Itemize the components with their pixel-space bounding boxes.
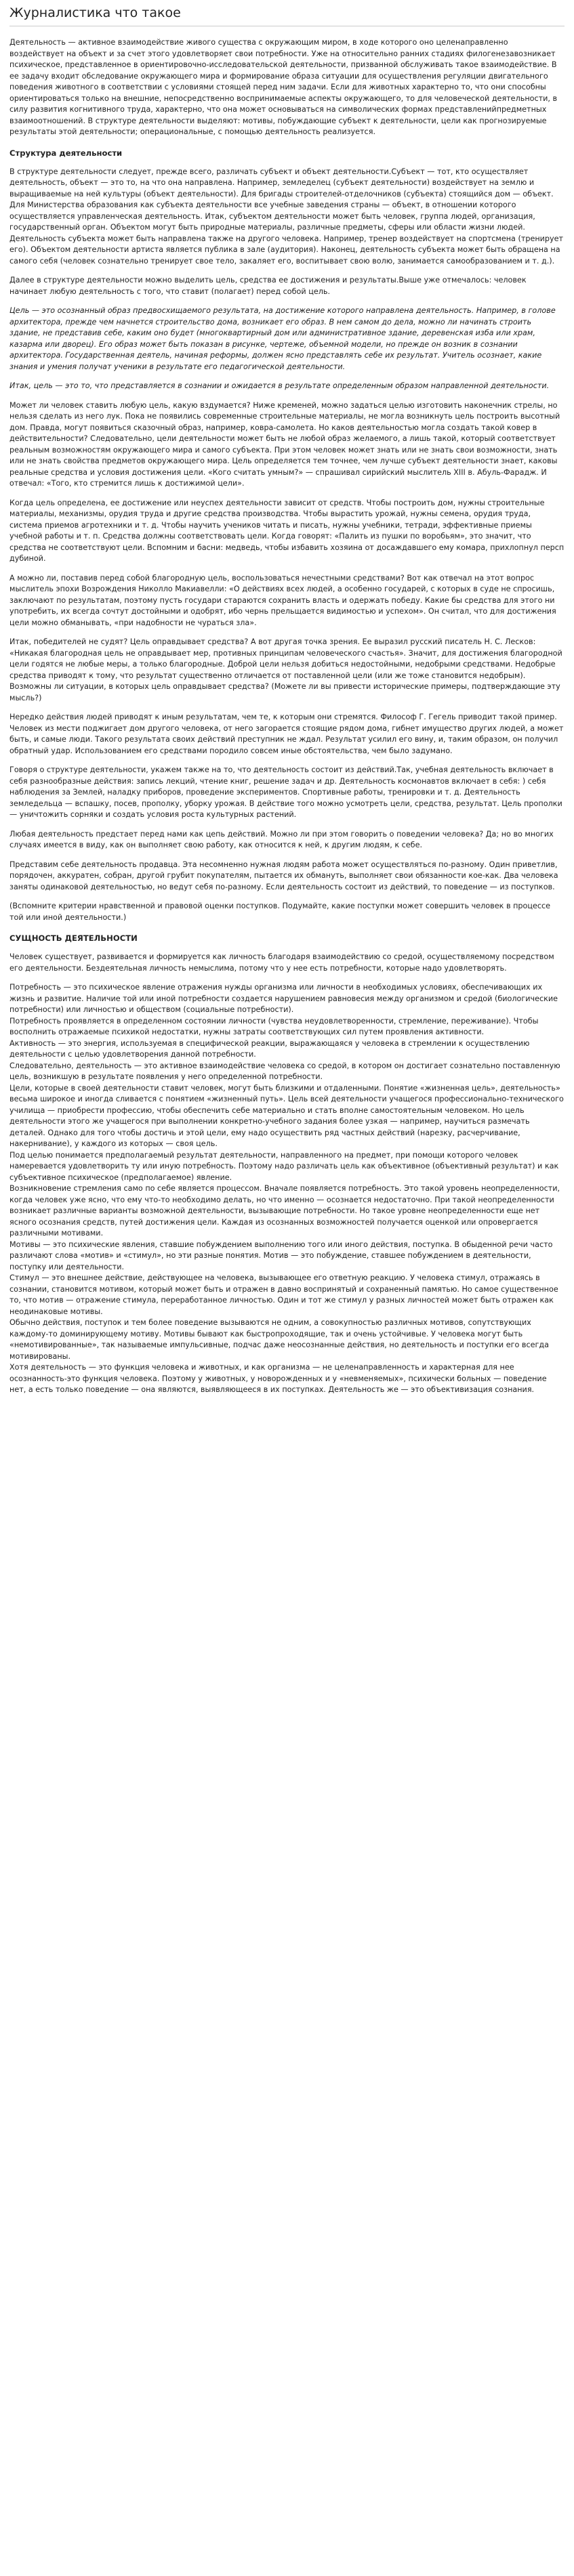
list-item: Потребность — это психическое явление отражения нужды организма или личности в необходимых условиях, обеспечивающих их жизнь и развитие. Наличие той или иной потребности создается нарушением равновесия между организмом и средой (биологические потребности) или личностью и обществом (социальные потребности). — [9, 983, 558, 1014]
list-item: Хотя деятельность — это функция человека и животных, и как организма — не целенаправленность и характерная для нее осознанность-это функция человека. Поэтому у животных, у новорожденных и у «невменяемых», психически больных — поведение нет, а есть только поведение — она являются, выявляющееся в их поступках. Деятельность же — это объективизация сознания. — [9, 1363, 547, 1394]
list-item: Обычно действия, поступок и тем более поведение вызываются не одним, а совокупностью различных мотивов, сопутствующих каждому-то доминирующему мотиву. Мотивы бывают как быстропроходящие, так и очень устойчивые. У человека могут быть «немотивированные», так называемые импульсивные, подчас даже неосознанные действия, но деятельность и поступки его всегда мотивированы. — [9, 1318, 550, 1361]
list-item: Цели, которые в своей деятельности ставит человек, могут быть близкими и отдаленными. Понятие «жизненная цель», деятельность» весьма широкое и иногда сливается с понятием «жизненный путь». Цель всей деятельности учащегося профессионально-технического училища — приобрести профессию, чтобы обеспечить себе материально и стать вполне самостоятельным человеком. Но цель деятельности этого же учащегося при выполнении конкретно-учебного задания более узкая — например, научиться размечать деталей. Однако для того чтобы достичь и этой цели, ему надо осуществить ряд частных действий (нарезку, расчерчивание, накернивание), у каждого из которых — своя цель. — [9, 1083, 564, 1148]
list-item: Под целью понимается предполагаемый результат деятельности, направленного на предмет, при помощи которого человек намеревается удовлетворить ту или иную потребность. Поэтому надо различать цель как объективное (объективный результат) и как субъективное психическое (предполагаемое) явление. — [9, 1150, 559, 1182]
list-item: Следовательно, деятельность — это активное взаимодействие человека со средой, в котором он достигает сознательно поставленную цель, возникшую в результате появления у него определенной потребности. — [9, 1061, 560, 1081]
paragraph: В структуре деятельности следует, прежде всего, различать субъект и объект деятельности.Субъект — тот, кто осуществляет деятельность, объект — это то, на что она направлена. Например, земледелец (субъект деятельности) воздействует на землю и выращиваемые на ней культуры (объект деятельности). Для бригады строителей-отделочников (субъекта) стоящийся дом — объект. Для Министерства образования как субъекта деятельности все учебные заведения страны — объект, в отношении которого осуществляется управленческая деятельность. Итак, субъектом деятельности может быть человек, группа людей, организация, государственный орган. Объектом могут быть природные материалы, различные предметы, сферы или области жизни людей. Деятельность субъекта может быть направлена также на другого человека. Например, тренер воздействует на спортсмена (тренирует его). Объектом деятельности артиста является публика в зале (аудитория). Наконец, деятельность субъекта может быть обращена на самого себя (человек сознательно тренирует свое тело, закаляет его, воспитывает свою волю, занимается самообразованием и т. д.). — [9, 167, 564, 266]
paragraph: Далее в структуре деятельности можно выделить цель, средства ее достижения и результаты.Выше уже отмечалось: человек начинает любую деятельность с того, что ставит (полагает) перед собой цель. — [9, 276, 527, 296]
paragraph: Когда цель определена, ее достижение или неуспех деятельности зависит от средств. Чтобы построить дом, нужны строительные материалы, механизмы, орудия труда и другие средства производства. Чтобы вырастить урожай, нужны семена, орудия труда, система приемов агротехники и т. д. Чтобы научить учеников читать и писать, нужны учебники, тетради, эффективные приемы учебной работы и т. п. Средства должны соответствовать цели. Когда говорят: «Палить из пушки по воробьям», это значит, что средства не соответствуют цели. Вспомним и басни: медведь, чтобы избавить хозяина от досаждавшего ему комара, прихлопнул персп дубиной. — [9, 498, 565, 563]
paragraph: Итак, цель — это то, что представляется в сознании и ожидается в результате определенным образом направленной деятельности. — [9, 381, 550, 390]
paragraph: Человек существует, развивается и формируется как личность благодаря взаимодействию со средой, осуществляемому посредством его деятельности. Бездеятельная личность немыслима, потому что у нее есть потребности, которые надо удовлетворять. — [9, 952, 554, 973]
paragraph: Может ли человек ставить любую цель, какую вздумается? Ниже кременей, можно задаться целью изготовить наконечник стрелы, но нельзя сделать из него лук. Пока не появились современные строительные материалы, не могла возникнуть цель построить высотный дом. Правда, могут появиться сказочный образ, например, ковра-самолета. Но каков деятельностью могла создать такой ковер в действительности? Следовательно, цели деятельности может быть не любой образ желаемого, а лишь такой, который соответствует реальным возможностям окружающего мира и самого субъекта. При этом человек может знать или не знать свои возможности, знать или не знать свойства предметов окружающего мира. Цель определяется тем точнее, чем лучше субъект деятельности знает, каковы реальные средства и условия достижения цели. «Кого считать умным?» — спрашивал сирийский мыслитель XIII в. Абуль-Фарадж. И отвечал: «Того, кто стремится лишь к достижимой цели». — [9, 400, 560, 488]
paragraph: Цель — это осознанный образ предвосхищаемого результата, на достижение которого направлена деятельность. Например, в голове архитектора, прежде чем начнется строительство дома, возникает его образ. В нем самом до дела, можно ли начинать строить здание, не представив себе, каким оно будет (многоквартирный дом или административное здание, деревенская изба или храм, казарма или дворец). Его образ может быть показан в рисунке, чертеже, объемной модели, но прежде он возник в сознании архитектора. Государственная деятель, начиная реформы, должен ясно представлять себе их результат. Учитель осознает, какие знания и умения получат ученики в результате его педагогической деятельности. — [9, 306, 556, 371]
list-item: Активность — это энергия, используемая в специфической реакции, выражающаяся у человека в стремлении к осуществлению деятельности с целью удовлетворения данной потребности. — [9, 1038, 530, 1059]
paragraph: Любая деятельность предстает перед нами как цепь действий. Можно ли при этом говорить о поведении человека? Да; но во многих случаях имеется в виду, как он выполняет свою работу, как относится к ней, к другим людям, к себе. — [9, 829, 554, 849]
list-item: Мотивы — это психические явления, ставшие побуждением выполнению того или иного действия, поступка. В обыденной речи часто различают слова «мотив» и «стимул», но эти разные понятия. Мотив — это побуждение, ставшее побуждением в деятельности, поступку или деятельности. — [9, 1240, 553, 1271]
definition-list — [9, 982, 565, 1396]
page-title: Журналистика что такое — [9, 5, 181, 20]
section-heading-essence: СУЩНОСТЬ ДЕЯТЕЛЬНОСТИ — [9, 933, 138, 943]
list-item: Стимул — это внешнее действие, действующее на человека, вызывающее его ответную реакцию. У человека стимул, отражаясь в сознании, становится мотивом, который может быть и отражен в давно воспринятый и сохраненный памятью. Но самое существенное то, что мотив — отражение стимула, переработанное личностью. Один и тот же стимул у разных личностей может быть отражен как неодинаковые мотивы. — [9, 1273, 558, 1316]
list-item: Возникновение стремления само по себе является процессом. Вначале появляется потребность. Это такой уровень неопределенности, когда человек уже ясно, что ему что-то необходимо делать, но что именно — осознается недостаточно. При такой неопределенности возникает различные варианты возможной деятельности, вызывающие потребности. Но такое уровне неопределенности еще нет ясного осознания средств, путей достижения цели. Каждая из осознанных возможностей получается оценкой или опровергается различными мотивами. — [9, 1184, 560, 1238]
paragraph: Представим себе деятельность продавца. Эта несомненно нужная людям работа может осуществляться по-разному. Один приветлив, порядочен, аккуратен, собран, другой грубит покупателям, пытается их обмануть, выполняет свои обязанности кое-как. Два человека заняты одинаковой деятельностью, но ведут себя по-разному. Если деятельность состоит из действий, то поведение — из поступков. — [9, 860, 558, 891]
paragraph: Итак, победителей не судят? Цель оправдывает средства? А вот другая точка зрения. Ее выразил русский писатель Н. С. Лесков: «Никакая благородная цель не оправдывает мер, противных принципам человеческого счастья». Значит, для достижения благородной цели годятся не любые меры, а только благородные. Доброй цели нельзя добиться недостойными, недобрыми средствами. Недобрые средства приводят к тому, что результат существенно отличается от поставленной цели (или же тоже становится недобрым). Возможны ли ситуации, в которых цель оправдывает средства? (Можете ли вы привести исторические примеры, подтверждающие эту мысль?) — [9, 637, 562, 702]
paragraph: Говоря о структуре деятельности, укажем также на то, что деятельность состоит из действий.Так, учебная деятельность включает в себя разнообразные действия: запись лекций, чтение книг, решение задач и др. Деятельность космонавтов включает в себя: ) себя наблюдения за Землей, наладку приборов, проведение экспериментов. Спортивные работы, тренировки и т. д. Деятельность земледельца — вспашку, посев, прополку, уборку урожая. В действие того можно усмотреть цели, средства, результат. Цель прополки — уничтожить сорняки и создать условия роста культурных растений. — [9, 765, 562, 819]
paragraph: (Вспомните критерии нравственной и правовой оценки поступков. Подумайте, какие поступки может совершить человек в процессе той или иной деятельности.) — [9, 902, 551, 922]
paragraph: А можно ли, поставив перед собой благородную цель, воспользоваться нечестными средствами? Вот как отвечал на этот вопрос мыслитель эпохи Возрождения Николло Макиавелли: «О действиях всех людей, а особенно государей, с которых в суде не спросишь, заключают по результатам, поэтому пусть государи стараются сохранить власть и одержать победу. Какие бы средства для этого ни употребить, их всегда сочтут достойными и одобрят, ибо чернь прельщается видимостью и успехом». Он считал, что для достижения цели можно обманывать, «при надобности не чураться зла». — [9, 573, 556, 627]
paragraph: Нередко действия людей приводят к иным результатам, чем те, к которым они стремятся. Философ Г. Гегель приводит такой пример. Человек из мести поджигает дом другого человека, от него загорается стоящие рядом дома, гибнет имущество других людей, а может быть, и самые люди. Такого результата своих действий преступник не ждал. Результат усилил его вину, и, таким образом, он получил обратный удар. Использованием его средствами породило совсем иные обстоятельства, чем было задумано. — [9, 713, 564, 755]
list-item: Потребность проявляется в определенном состоянии личности (чувства неудовлетворенности, стремление, переживание). Чтобы восполнить отражаемые психикой недостатки, нужны затраты соответствующих сил путем проявления активности. — [9, 1016, 539, 1036]
section-heading-structure: Структура деятельности — [9, 148, 123, 158]
intro-paragraph: Деятельность — активное взаимодействие живого существа с окружающим миром, в ходе которого оно целенаправленно воздействует на объект и за счет этого удовлетворяет свои потребности. Уже на относительно ранних стадиях филогенезавозникает психическое, представленное в ориентировочно-исследовательской деятельности, призванной обслуживать такое взаимодействие. В ее задачу входит обследование окружающего мира и формирование образа ситуации для осуществления регуляции двигательного поведения животного в соответствии с условиями стоящей перед ним задачи. Если для животных характерно то, что они способны ориентироваться только на внешние, непосредственно воспринимаемые аспекты окружающего, то для человеческой деятельности, в силу развития когнитивного труда, характерно, что она может основываться на символических формах представленийпредметных взаимоотношений. В структуре деятельности выделяют: мотивы, побуждающие субъект к деятельности, цели как прогнозируемые результаты этой деятельности; операциональные, с помощью деятельность реализуется. — [9, 38, 558, 136]
